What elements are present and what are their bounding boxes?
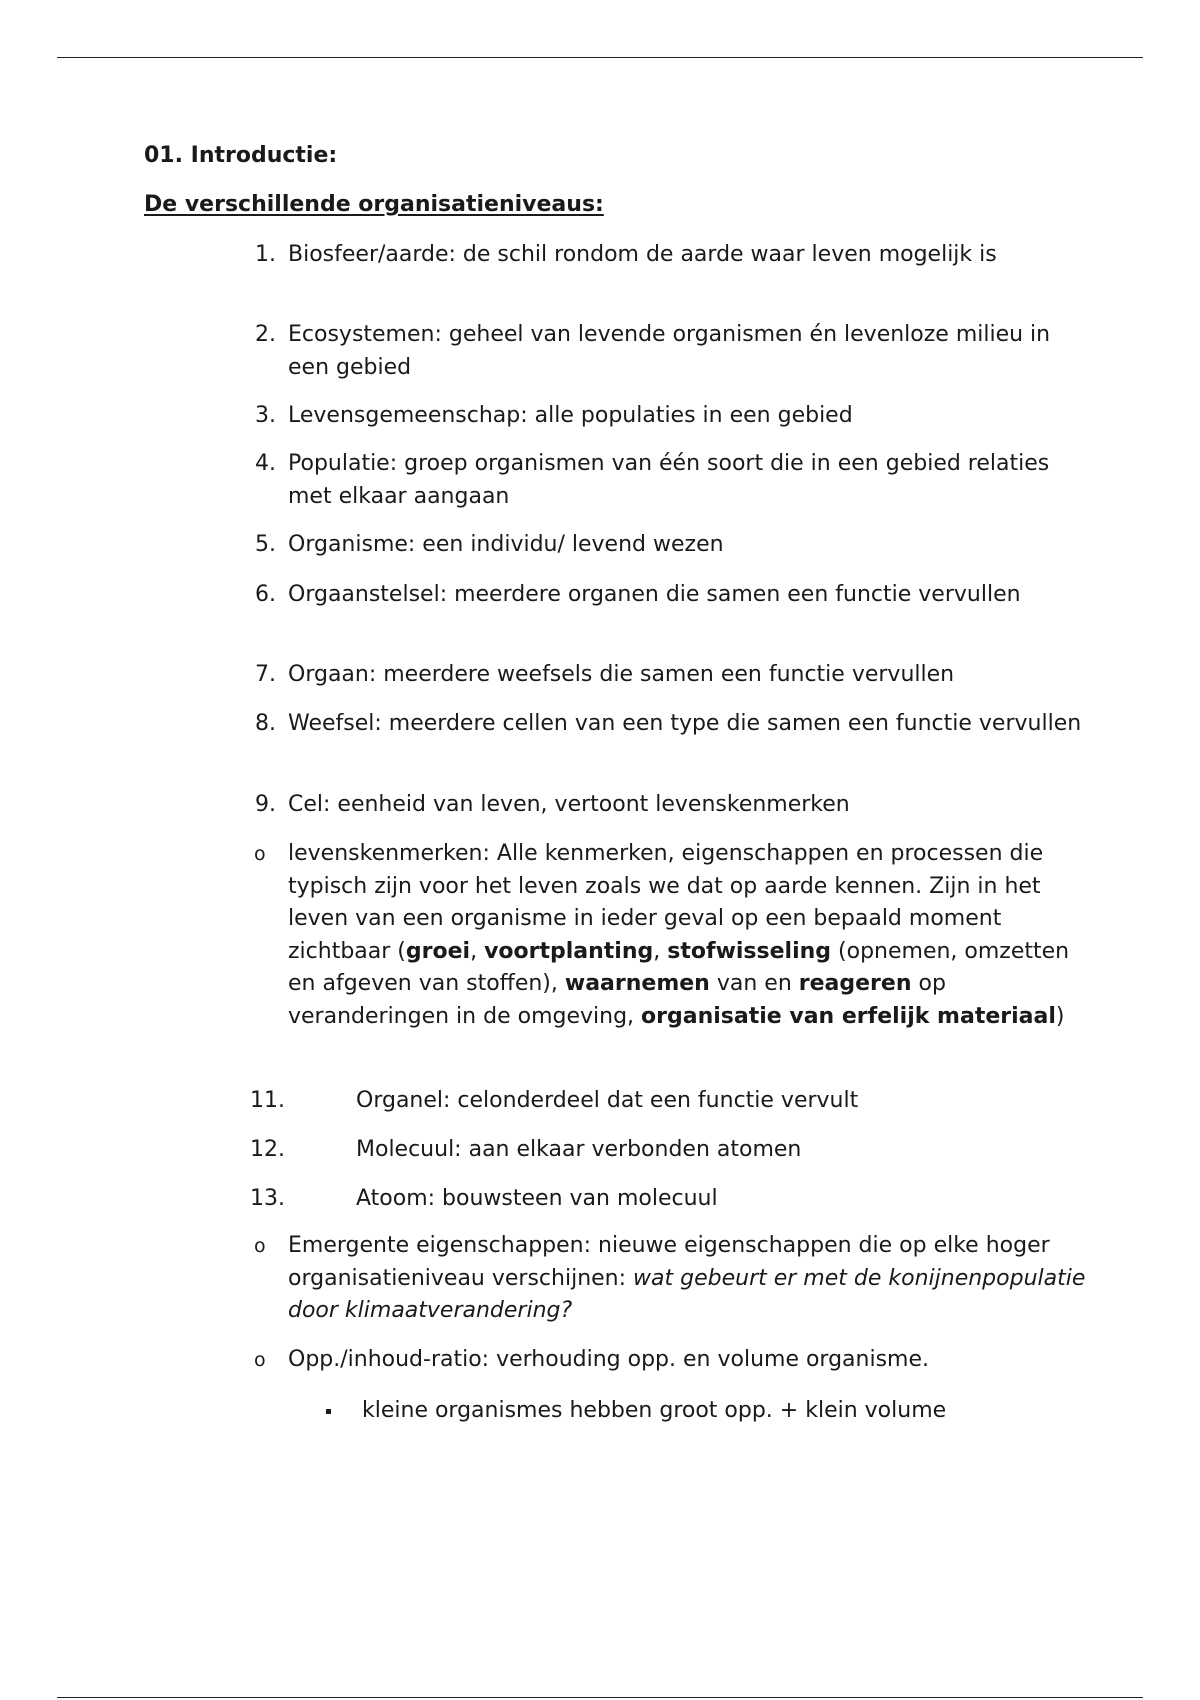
- item-number: 1.: [255, 242, 276, 267]
- item-text: Populatie: groep organismen van één soort die in een gebied relaties met elkaar aangaan: [288, 451, 1050, 509]
- item-number: 9.: [255, 792, 276, 817]
- item-number: 12.: [250, 1137, 285, 1162]
- item-text: Biosfeer/aarde: de schil rondom de aarde waar leven mogelijk is: [288, 242, 997, 267]
- levenskenmerken-text: levenskenmerken: Alle kenmerken, eigenschappen en processen die typisch zijn voor het leven zoals we dat op aarde kennen. Zijn in het leven van een organisme in ieder geval op een bepaald moment zichtbaar (groei, voortplanting, stofwisseling (opnemen, omzetten en afgeven van stoffen), waarnemen van en reageren op veranderingen in de omgeving, organisatie van erfelijk materiaal): [288, 841, 1070, 1029]
- list-item: [250, 400, 1090, 433]
- list-item: [250, 239, 1090, 272]
- list-item: [250, 659, 1090, 692]
- header-rule: [57, 57, 1143, 58]
- item-text: Atoom: bouwsteen van molecuul: [356, 1186, 718, 1211]
- ratio-text: Opp./inhoud-ratio: verhouding opp. en volume organisme.: [288, 1347, 930, 1372]
- item-text: Organisme: een individu/ levend wezen: [288, 532, 724, 557]
- ratio-item: [250, 1344, 1090, 1377]
- section-heading: 01. Introductie:: [144, 143, 338, 168]
- list-item: [250, 1134, 1090, 1167]
- item-number: 5.: [255, 532, 276, 557]
- item-number: 2.: [255, 322, 276, 347]
- circle-bullet-icon: o: [254, 1349, 266, 1371]
- item-text: Levensgemeenschap: alle populaties in een gebied: [288, 403, 853, 428]
- list-item: [250, 529, 1090, 562]
- item-text: Organel: celonderdeel dat een functie vervult: [356, 1088, 859, 1113]
- list-item: [250, 448, 1090, 513]
- item-text: Orgaanstelsel: meerdere organen die samen een functie vervullen: [288, 582, 1021, 607]
- item-number: 8.: [255, 711, 276, 736]
- item-text: Molecuul: aan elkaar verbonden atomen: [356, 1137, 802, 1162]
- circle-bullet-icon: o: [254, 843, 266, 865]
- levels-subheading: De verschillende organisatieniveaus:: [144, 192, 604, 217]
- item-text: Cel: eenheid van leven, vertoont levenskenmerken: [288, 792, 850, 817]
- ratio-subitem: [320, 1395, 1100, 1428]
- emergent-item: [250, 1230, 1090, 1328]
- list-item: [250, 708, 1090, 741]
- item-text: Orgaan: meerdere weefsels die samen een functie vervullen: [288, 662, 955, 687]
- item-text: Ecosystemen: geheel van levende organismen én levenloze milieu in een gebied: [288, 322, 1051, 380]
- item-number: 6.: [255, 582, 276, 607]
- ratio-subitem-text: kleine organismes hebben groot opp. + klein volume: [362, 1398, 947, 1423]
- footer-rule: [57, 1697, 1143, 1698]
- list-item: [250, 1085, 1090, 1118]
- circle-bullet-icon: o: [254, 1235, 266, 1257]
- item-number: 13.: [250, 1186, 285, 1211]
- item-number: 4.: [255, 451, 276, 476]
- list-item: [250, 319, 1090, 384]
- list-item: [250, 1183, 1090, 1216]
- emergent-text: Emergente eigenschappen: nieuwe eigenschappen die op elke hoger organisatieniveau verschijnen: wat gebeurt er met de konijnenpopulatie door klimaatverandering?: [288, 1233, 1086, 1323]
- item-text: Weefsel: meerdere cellen van een type die samen een functie vervullen: [288, 711, 1082, 736]
- item-number: 11.: [250, 1088, 285, 1113]
- item-number: 3.: [255, 403, 276, 428]
- square-bullet-icon: [326, 1409, 331, 1414]
- item-number: 7.: [255, 662, 276, 687]
- list-item: [250, 579, 1090, 612]
- levenskenmerken-item: [250, 838, 1090, 1033]
- list-item: [250, 789, 1090, 822]
